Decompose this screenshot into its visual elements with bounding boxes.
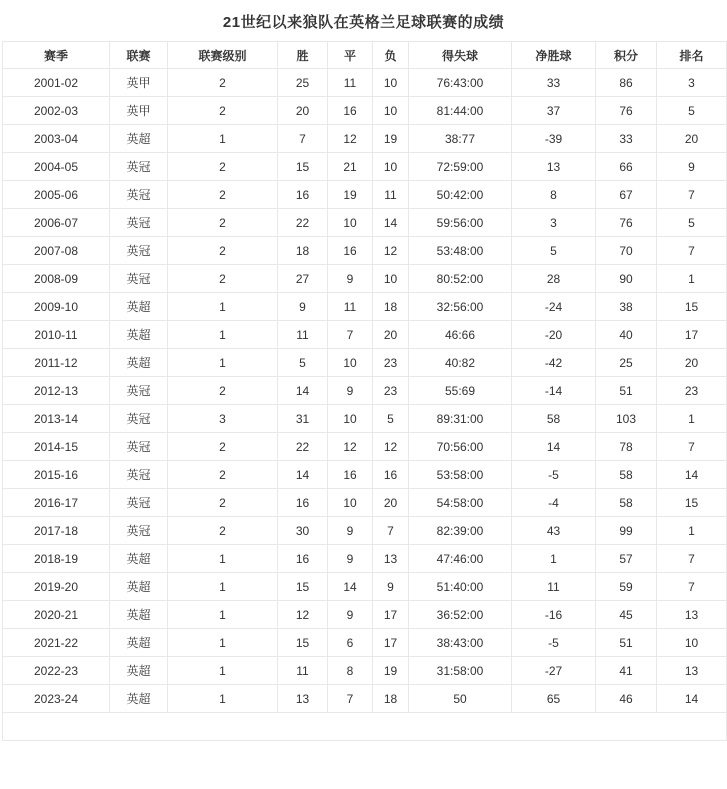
- cell-league-level: 2: [168, 265, 278, 293]
- cell-league-level: 1: [168, 601, 278, 629]
- cell-league: 英冠: [110, 377, 168, 405]
- table-row: [3, 97, 727, 125]
- cell-wins: 20: [278, 97, 328, 125]
- cell-season: 2011-12: [3, 349, 110, 377]
- cell-losses: 9: [373, 573, 409, 601]
- cell-goals-for-against: 38:77: [409, 125, 512, 153]
- cell-goals-for-against: 32:56:00: [409, 293, 512, 321]
- cell-goal-difference: 28: [512, 265, 596, 293]
- cell-league-level: 1: [168, 573, 278, 601]
- cell-goal-difference: 11: [512, 573, 596, 601]
- cell-goal-difference: 65: [512, 685, 596, 713]
- cell-goal-difference: -4: [512, 489, 596, 517]
- cell-losses: 20: [373, 321, 409, 349]
- cell-league: 英超: [110, 321, 168, 349]
- table-row: [3, 321, 727, 349]
- cell-wins: 30: [278, 517, 328, 545]
- cell-rank: 7: [657, 181, 727, 209]
- cell-wins: 25: [278, 69, 328, 97]
- cell-losses: 17: [373, 629, 409, 657]
- cell-rank: 1: [657, 405, 727, 433]
- cell-draws: 9: [328, 545, 373, 573]
- cell-draws: 16: [328, 237, 373, 265]
- cell-points: 58: [596, 489, 657, 517]
- cell-points: 57: [596, 545, 657, 573]
- cell-season: 2007-08: [3, 237, 110, 265]
- cell-points: 58: [596, 461, 657, 489]
- table-row: [3, 349, 727, 377]
- cell-league: 英甲: [110, 69, 168, 97]
- cell-losses: 5: [373, 405, 409, 433]
- header-cell-losses: 负: [373, 42, 409, 69]
- cell-rank: 9: [657, 153, 727, 181]
- header-cell-wins: 胜: [278, 42, 328, 69]
- cell-league: 英超: [110, 125, 168, 153]
- cell-goal-difference: 58: [512, 405, 596, 433]
- cell-goal-difference: 5: [512, 237, 596, 265]
- cell-wins: 18: [278, 237, 328, 265]
- cell-goals-for-against: 53:48:00: [409, 237, 512, 265]
- header-cell-rank: 排名: [657, 42, 727, 69]
- header-cell-league-level: 联赛级别: [168, 42, 278, 69]
- cell-season: 2006-07: [3, 209, 110, 237]
- cell-season: 2002-03: [3, 97, 110, 125]
- cell-goals-for-against: 89:31:00: [409, 405, 512, 433]
- cell-goal-difference: -5: [512, 461, 596, 489]
- table-row: [3, 265, 727, 293]
- cell-goal-difference: 1: [512, 545, 596, 573]
- header-cell-draws: 平: [328, 42, 373, 69]
- cell-goals-for-against: 36:52:00: [409, 601, 512, 629]
- cell-league: 英冠: [110, 209, 168, 237]
- table-row: [3, 181, 727, 209]
- cell-rank: 7: [657, 545, 727, 573]
- cell-draws: 11: [328, 69, 373, 97]
- cell-losses: 19: [373, 125, 409, 153]
- cell-rank: 17: [657, 321, 727, 349]
- table-row: [3, 209, 727, 237]
- results-table: [2, 41, 727, 741]
- cell-points: 99: [596, 517, 657, 545]
- cell-wins: 27: [278, 265, 328, 293]
- cell-rank: 1: [657, 517, 727, 545]
- cell-league: 英冠: [110, 237, 168, 265]
- cell-league: 英冠: [110, 153, 168, 181]
- cell-points: 40: [596, 321, 657, 349]
- cell-points: 41: [596, 657, 657, 685]
- cell-league-level: 2: [168, 489, 278, 517]
- table-row: [3, 629, 727, 657]
- cell-season: 2020-21: [3, 601, 110, 629]
- cell-points: 59: [596, 573, 657, 601]
- cell-goal-difference: -42: [512, 349, 596, 377]
- cell-season: 2018-19: [3, 545, 110, 573]
- cell-losses: 12: [373, 433, 409, 461]
- cell-league-level: 2: [168, 209, 278, 237]
- cell-goal-difference: -24: [512, 293, 596, 321]
- cell-goals-for-against: 76:43:00: [409, 69, 512, 97]
- cell-draws: 10: [328, 405, 373, 433]
- cell-losses: 18: [373, 685, 409, 713]
- cell-wins: 15: [278, 629, 328, 657]
- cell-goal-difference: -5: [512, 629, 596, 657]
- cell-wins: 22: [278, 433, 328, 461]
- cell-season: 2019-20: [3, 573, 110, 601]
- cell-season: 2004-05: [3, 153, 110, 181]
- cell-league-level: 1: [168, 293, 278, 321]
- header-cell-goal-difference: 净胜球: [512, 42, 596, 69]
- cell-league: 英超: [110, 349, 168, 377]
- cell-wins: 13: [278, 685, 328, 713]
- cell-wins: 31: [278, 405, 328, 433]
- cell-draws: 11: [328, 293, 373, 321]
- cell-league: 英冠: [110, 181, 168, 209]
- cell-losses: 7: [373, 517, 409, 545]
- cell-losses: 13: [373, 545, 409, 573]
- cell-rank: 5: [657, 97, 727, 125]
- header-cell-goals-for-against: 得失球: [409, 42, 512, 69]
- cell-draws: 12: [328, 433, 373, 461]
- cell-losses: 19: [373, 657, 409, 685]
- cell-league-level: 1: [168, 685, 278, 713]
- cell-goal-difference: 8: [512, 181, 596, 209]
- cell-draws: 7: [328, 321, 373, 349]
- cell-wins: 16: [278, 181, 328, 209]
- table-row: [3, 237, 727, 265]
- cell-rank: 23: [657, 377, 727, 405]
- table-row: [3, 545, 727, 573]
- cell-wins: 15: [278, 573, 328, 601]
- cell-goals-for-against: 50: [409, 685, 512, 713]
- cell-goals-for-against: 47:46:00: [409, 545, 512, 573]
- cell-season: 2023-24: [3, 685, 110, 713]
- cell-goal-difference: -27: [512, 657, 596, 685]
- empty-footer-cell: [3, 713, 727, 741]
- cell-goals-for-against: 54:58:00: [409, 489, 512, 517]
- cell-season: 2013-14: [3, 405, 110, 433]
- cell-draws: 9: [328, 601, 373, 629]
- cell-draws: 9: [328, 265, 373, 293]
- cell-points: 86: [596, 69, 657, 97]
- cell-league-level: 1: [168, 629, 278, 657]
- cell-rank: 1: [657, 265, 727, 293]
- cell-league-level: 1: [168, 321, 278, 349]
- cell-goals-for-against: 81:44:00: [409, 97, 512, 125]
- cell-league-level: 2: [168, 153, 278, 181]
- table-row: [3, 69, 727, 97]
- cell-wins: 9: [278, 293, 328, 321]
- cell-points: 78: [596, 433, 657, 461]
- cell-league: 英超: [110, 545, 168, 573]
- cell-rank: 20: [657, 125, 727, 153]
- cell-wins: 15: [278, 153, 328, 181]
- cell-league-level: 2: [168, 433, 278, 461]
- header-cell-league: 联赛: [110, 42, 168, 69]
- cell-losses: 23: [373, 349, 409, 377]
- cell-draws: 10: [328, 349, 373, 377]
- cell-season: 2001-02: [3, 69, 110, 97]
- cell-season: 2010-11: [3, 321, 110, 349]
- cell-goals-for-against: 70:56:00: [409, 433, 512, 461]
- cell-league-level: 1: [168, 349, 278, 377]
- cell-league-level: 2: [168, 517, 278, 545]
- cell-league: 英超: [110, 629, 168, 657]
- table-row: [3, 517, 727, 545]
- cell-goal-difference: 33: [512, 69, 596, 97]
- cell-rank: 7: [657, 237, 727, 265]
- cell-season: 2003-04: [3, 125, 110, 153]
- cell-league: 英冠: [110, 433, 168, 461]
- cell-league-level: 1: [168, 657, 278, 685]
- cell-league-level: 1: [168, 125, 278, 153]
- table-row: [3, 125, 727, 153]
- cell-league: 英冠: [110, 405, 168, 433]
- cell-goals-for-against: 72:59:00: [409, 153, 512, 181]
- cell-season: 2008-09: [3, 265, 110, 293]
- cell-wins: 12: [278, 601, 328, 629]
- cell-league: 英冠: [110, 265, 168, 293]
- cell-losses: 14: [373, 209, 409, 237]
- cell-draws: 16: [328, 461, 373, 489]
- cell-goal-difference: 14: [512, 433, 596, 461]
- cell-draws: 9: [328, 517, 373, 545]
- cell-losses: 10: [373, 69, 409, 97]
- cell-points: 76: [596, 209, 657, 237]
- cell-goal-difference: -39: [512, 125, 596, 153]
- table-row: [3, 153, 727, 181]
- cell-draws: 21: [328, 153, 373, 181]
- cell-draws: 14: [328, 573, 373, 601]
- cell-losses: 12: [373, 237, 409, 265]
- cell-rank: 3: [657, 69, 727, 97]
- header-cell-season: 赛季: [3, 42, 110, 69]
- cell-goals-for-against: 53:58:00: [409, 461, 512, 489]
- cell-goals-for-against: 50:42:00: [409, 181, 512, 209]
- cell-season: 2005-06: [3, 181, 110, 209]
- cell-goals-for-against: 82:39:00: [409, 517, 512, 545]
- cell-league: 英超: [110, 657, 168, 685]
- cell-rank: 14: [657, 685, 727, 713]
- cell-draws: 9: [328, 377, 373, 405]
- cell-points: 70: [596, 237, 657, 265]
- cell-league-level: 2: [168, 69, 278, 97]
- cell-league-level: 2: [168, 461, 278, 489]
- cell-goal-difference: 13: [512, 153, 596, 181]
- cell-draws: 6: [328, 629, 373, 657]
- cell-goal-difference: 3: [512, 209, 596, 237]
- cell-rank: 5: [657, 209, 727, 237]
- table-row: [3, 405, 727, 433]
- cell-points: 51: [596, 377, 657, 405]
- cell-season: 2016-17: [3, 489, 110, 517]
- cell-goals-for-against: 80:52:00: [409, 265, 512, 293]
- cell-season: 2021-22: [3, 629, 110, 657]
- table-row: [3, 489, 727, 517]
- cell-wins: 11: [278, 321, 328, 349]
- cell-points: 76: [596, 97, 657, 125]
- cell-draws: 12: [328, 125, 373, 153]
- cell-losses: 11: [373, 181, 409, 209]
- cell-goal-difference: 43: [512, 517, 596, 545]
- cell-goals-for-against: 31:58:00: [409, 657, 512, 685]
- cell-rank: 14: [657, 461, 727, 489]
- cell-losses: 18: [373, 293, 409, 321]
- cell-points: 46: [596, 685, 657, 713]
- cell-goal-difference: -14: [512, 377, 596, 405]
- cell-goals-for-against: 38:43:00: [409, 629, 512, 657]
- cell-league-level: 2: [168, 237, 278, 265]
- cell-goal-difference: -20: [512, 321, 596, 349]
- table-row: [3, 573, 727, 601]
- cell-points: 45: [596, 601, 657, 629]
- cell-wins: 14: [278, 461, 328, 489]
- cell-rank: 10: [657, 629, 727, 657]
- cell-draws: 19: [328, 181, 373, 209]
- cell-league: 英超: [110, 293, 168, 321]
- cell-draws: 7: [328, 685, 373, 713]
- page-title: 21世纪以来狼队在英格兰足球联赛的成绩: [222, 14, 505, 31]
- cell-league: 英冠: [110, 461, 168, 489]
- table-row: [3, 377, 727, 405]
- cell-wins: 22: [278, 209, 328, 237]
- cell-draws: 8: [328, 657, 373, 685]
- cell-wins: 11: [278, 657, 328, 685]
- cell-losses: 10: [373, 153, 409, 181]
- table-body: [3, 69, 727, 741]
- cell-draws: 16: [328, 97, 373, 125]
- cell-wins: 16: [278, 545, 328, 573]
- cell-league: 英超: [110, 573, 168, 601]
- cell-goal-difference: 37: [512, 97, 596, 125]
- cell-points: 66: [596, 153, 657, 181]
- cell-rank: 13: [657, 601, 727, 629]
- cell-points: 51: [596, 629, 657, 657]
- cell-draws: 10: [328, 489, 373, 517]
- cell-rank: 13: [657, 657, 727, 685]
- cell-league-level: 3: [168, 405, 278, 433]
- cell-season: 2022-23: [3, 657, 110, 685]
- cell-season: 2009-10: [3, 293, 110, 321]
- cell-goals-for-against: 46:66: [409, 321, 512, 349]
- table-row: [3, 293, 727, 321]
- header-cell-points: 积分: [596, 42, 657, 69]
- cell-points: 90: [596, 265, 657, 293]
- cell-points: 25: [596, 349, 657, 377]
- cell-goals-for-against: 55:69: [409, 377, 512, 405]
- cell-points: 103: [596, 405, 657, 433]
- cell-losses: 16: [373, 461, 409, 489]
- cell-season: 2017-18: [3, 517, 110, 545]
- cell-points: 38: [596, 293, 657, 321]
- cell-league: 英超: [110, 601, 168, 629]
- cell-rank: 7: [657, 433, 727, 461]
- cell-goal-difference: -16: [512, 601, 596, 629]
- cell-goals-for-against: 59:56:00: [409, 209, 512, 237]
- cell-season: 2012-13: [3, 377, 110, 405]
- table-row: [3, 461, 727, 489]
- cell-losses: 17: [373, 601, 409, 629]
- cell-points: 67: [596, 181, 657, 209]
- cell-wins: 14: [278, 377, 328, 405]
- table-row: [3, 657, 727, 685]
- cell-wins: 16: [278, 489, 328, 517]
- cell-rank: 7: [657, 573, 727, 601]
- cell-losses: 10: [373, 265, 409, 293]
- empty-footer-row: [3, 713, 727, 741]
- cell-rank: 20: [657, 349, 727, 377]
- cell-losses: 10: [373, 97, 409, 125]
- table-row: [3, 601, 727, 629]
- cell-season: 2014-15: [3, 433, 110, 461]
- cell-losses: 20: [373, 489, 409, 517]
- cell-losses: 23: [373, 377, 409, 405]
- cell-wins: 5: [278, 349, 328, 377]
- cell-league-level: 2: [168, 377, 278, 405]
- header-row: [3, 42, 727, 69]
- cell-rank: 15: [657, 489, 727, 517]
- cell-goals-for-against: 40:82: [409, 349, 512, 377]
- cell-league-level: 1: [168, 545, 278, 573]
- cell-league-level: 2: [168, 97, 278, 125]
- cell-league: 英甲: [110, 97, 168, 125]
- cell-league: 英冠: [110, 517, 168, 545]
- table-row: [3, 433, 727, 461]
- cell-wins: 7: [278, 125, 328, 153]
- cell-goals-for-against: 51:40:00: [409, 573, 512, 601]
- cell-league: 英超: [110, 685, 168, 713]
- cell-rank: 15: [657, 293, 727, 321]
- cell-points: 33: [596, 125, 657, 153]
- cell-league: 英冠: [110, 489, 168, 517]
- cell-season: 2015-16: [3, 461, 110, 489]
- table-row: [3, 685, 727, 713]
- cell-draws: 10: [328, 209, 373, 237]
- cell-league-level: 2: [168, 181, 278, 209]
